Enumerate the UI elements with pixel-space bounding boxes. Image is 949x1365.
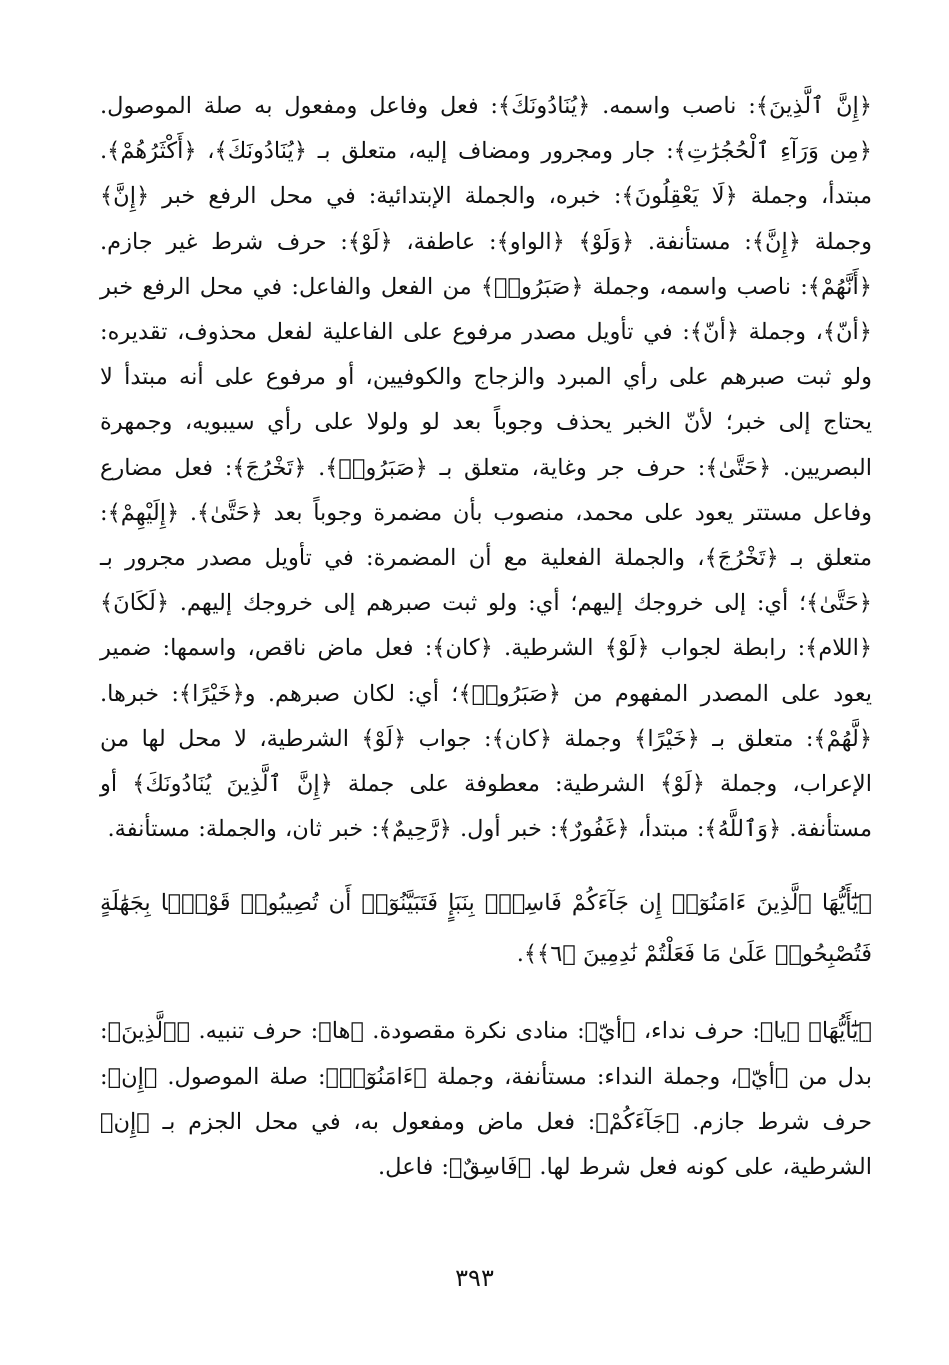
verse-analysis-paragraph: ﴿يَٰٓأَيُّهَا﴾ ﴿يا﴾: حرف نداء، ﴿أيّ﴾: منادى نكرة مقصودة. ﴿ها﴾: حرف تنبيه. ﴿ٱلَّذِينَ﴾: بدل من ﴿أيّ﴾، وجملة النداء: مستأنفة، وجملة ﴿ءَامَنُوٓا۟﴾: صلة الموصول. ﴿إِن﴾: حرف شرط جازم. ﴿جَآءَكُمْ﴾: فعل ماض ومفعول به، في محل الجزم بـ ﴿إِن﴾ الشرطية، على كونه فعل شرط لها. ﴿فَاسِقٌ﴾: فاعل. — [100, 1018, 872, 1181]
page-number: ٣٩٣ — [455, 1264, 494, 1292]
paragraph-spacer — [100, 980, 872, 1009]
grammar-analysis-paragraph: ﴿إِنَّ ٱلَّذِينَ﴾: ناصب واسمه. ﴿يُنَادُونَكَ﴾: فعل وفاعل ومفعول به صلة الموصول. ﴿مِن وَرَآءِ ٱلْحُجُرَٰتِ﴾: جار ومجرور ومضاف إليه، متعلق بـ ﴿يُنَادُونَكَ﴾، ﴿أَكْثَرُهُمْ﴾. مبتدأ، وجملة ﴿لَا يَعْقِلُونَ﴾: خبره، والجملة الإبتدائية: في محل الرفع خبر ﴿إِنَّ﴾ وجملة ﴿إِنَّ﴾: مستأنفة. ﴿وَلَوْ﴾ ﴿الواو﴾: عاطفة، ﴿لَوْ﴾: حرف شرط غير جازم. ﴿أَنَّهُمْ﴾: ناصب واسمه، وجملة ﴿صَبَرُوا۟﴾ من الفعل والفاعل: في محل الرفع خبر ﴿أنّ﴾، وجملة ﴿أنّ﴾: في تأويل مصدر مرفوع على الفاعلية لفعل محذوف، تقديره: ولو ثبت صبرهم على رأي المبرد والزجاج والكوفيين، أو مرفوع على أنه مبتدأ لا يحتاج إلى خبر؛ لأنّ الخبر يحذف وجوباً بعد لو ولولا على رأي سيبويه، وجمهرة البصريين. ﴿حَتَّىٰ﴾: حرف جر وغاية، متعلق بـ ﴿صَبَرُوا۟﴾. ﴿تَخْرُجَ﴾: فعل مضارع وفاعل مستتر يعود على محمد، منصوب بأن مضمرة وجوباً بعد ﴿حَتَّىٰ﴾. ﴿إِلَيْهِمْ﴾: متعلق بـ ﴿تَخْرُجَ﴾، والجملة الفعلية مع أن المضمرة: في تأويل مصدر مجرور بـ ﴿حَتَّىٰ﴾؛ أي: إلى خروجك إليهم؛ أي: ولو ثبت صبرهم إلى خروجك إليهم. ﴿لَكَانَ﴾ ﴿اللام﴾: رابطة لجواب ﴿لَوْ﴾ الشرطية. ﴿كان﴾: فعل ماض ناقص، واسمها: ضمير يعود على المصدر المفهوم من ﴿صَبَرُوا۟﴾؛ أي: لكان صبرهم. و﴿خَيْرًا﴾: خبرها. ﴿لَّهُمْ﴾: متعلق بـ ﴿خَيْرًا﴾ وجملة ﴿كان﴾: جواب ﴿لَوْ﴾ الشرطية، لا محل لها من الإعراب، وجملة ﴿لَوْ﴾ الشرطية: معطوفة على جملة ﴿إِنَّ ٱلَّذِينَ يُنَادُونَكَ﴾ أو مستأنفة. ﴿وَٱللَّهُ﴾: مبتدأ، ﴿غَفُورٌ﴾: خبر أول. ﴿رَّحِيمٌ﴾: خبر ثان، والجملة: مستأنفة. — [100, 93, 872, 843]
page-body — [100, 84, 872, 1190]
quran-verse: ﴿يَٰٓأَيُّهَا ٱلَّذِينَ ءَامَنُوٓا۟ إِن جَآءَكُمْ فَاسِقٌۢ بِنَبَإٍ فَتَبَيَّنُوٓا۟ أَن تُصِيبُوا۟ قَوْمًۢا بِجَهَٰلَةٍ فَتُصْبِحُوا۟ عَلَىٰ مَا فَعَلْتُمْ نَٰدِمِينَ ﴿٦﴾﴾. — [100, 890, 872, 968]
paragraph-spacer — [100, 852, 872, 878]
